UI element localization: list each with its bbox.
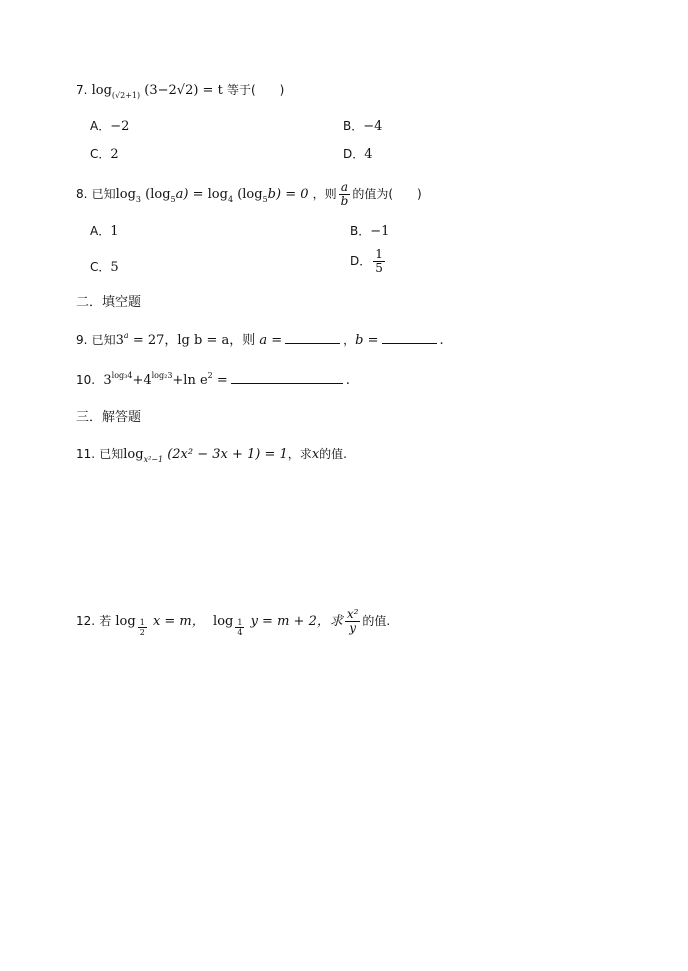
question-prefix: 若 (99, 614, 112, 628)
log-base: 4 (227, 195, 234, 204)
log-base-fraction (138, 618, 147, 637)
fraction-one-fifth (373, 248, 385, 275)
question-10 (76, 370, 350, 392)
log-word: log (115, 614, 136, 629)
separator: ， (343, 333, 356, 347)
question-number: 8. (76, 187, 88, 201)
option-value: 2 (110, 147, 119, 162)
option-d[interactable] (343, 144, 373, 165)
option-label: D． (350, 254, 372, 268)
end-period: . (439, 333, 444, 348)
question-11 (76, 444, 347, 466)
term-exponent: log₃4 (111, 371, 133, 380)
fraction-denominator: y (349, 621, 357, 635)
option-a[interactable] (90, 116, 129, 137)
option-b[interactable] (350, 221, 389, 242)
a-equals: a = (259, 333, 283, 348)
fraction-numerator: a (339, 181, 351, 195)
log-word: log (123, 447, 144, 462)
fraction-x2-over-y (345, 608, 361, 635)
equation-1: x = m， (152, 614, 205, 629)
question-tail: 的值. (319, 447, 347, 461)
inner-log-arg: b) = 0 (267, 187, 309, 202)
fraction-denominator: 2 (139, 628, 145, 637)
option-value: −2 (110, 119, 130, 134)
log-base-fraction (235, 618, 244, 637)
option-label: C． (90, 147, 111, 161)
option-value: −1 (370, 224, 390, 239)
section-heading-fill-in: 二．填空题 (76, 295, 142, 310)
option-label: A． (90, 224, 111, 238)
question-tail: 等于( ) (226, 83, 285, 97)
question-number: 11. (76, 447, 96, 461)
option-value: −4 (363, 119, 383, 134)
option-label: B． (343, 119, 364, 133)
b-equals: b = (355, 333, 379, 348)
option-value: 4 (364, 147, 373, 162)
fraction-a-over-b (339, 181, 351, 208)
log-base: x²−1 (143, 455, 164, 464)
option-a[interactable] (90, 221, 119, 242)
question-tail: 的值为( ) (352, 187, 422, 201)
answer-blank-b[interactable] (382, 331, 437, 344)
section-heading-solve: 三．解答题 (76, 410, 142, 425)
fraction-denominator: b (340, 194, 349, 208)
option-label: B． (350, 224, 371, 238)
question-8 (76, 181, 422, 208)
option-label: D． (343, 147, 365, 161)
option-label: C． (90, 260, 111, 274)
log-argument: (3−2√2) = t (144, 83, 223, 98)
given-conditions: = 27，lg b = a，则 (132, 333, 256, 348)
option-label: A． (90, 119, 111, 133)
option-c[interactable] (90, 257, 119, 278)
fraction-numerator: x² (346, 607, 359, 621)
equals-sign: = (216, 373, 228, 388)
question-number: 9. (76, 333, 88, 347)
inner-log-base: 5 (170, 195, 176, 204)
question-12 (76, 608, 390, 635)
question-connector: ，则 (312, 187, 337, 201)
term-base: +4 (132, 373, 152, 388)
fraction-numerator: 1 (237, 618, 243, 627)
log-word: log (213, 614, 234, 629)
question-prefix: 已知 (99, 447, 124, 461)
inner-log-arg: a) (175, 187, 189, 202)
term-exponent: 2 (207, 371, 213, 380)
question-7 (76, 80, 284, 102)
question-prefix: 已知 (91, 187, 116, 201)
fraction-denominator: 5 (375, 261, 383, 275)
fraction-numerator: 1 (375, 247, 383, 261)
power-base: 3 (115, 333, 124, 348)
option-value: 1 (110, 224, 119, 239)
variable-x: x (311, 447, 320, 462)
option-c[interactable] (90, 144, 119, 165)
log-base: 3 (135, 195, 142, 204)
answer-blank-a[interactable] (285, 331, 340, 344)
equals-log: = log (192, 187, 228, 202)
term-exponent: log₂3 (151, 371, 173, 380)
question-connector: ，求 (287, 447, 312, 461)
inner-log: (log (237, 187, 263, 202)
log-word: log (91, 83, 112, 98)
question-number: 10. (76, 373, 96, 387)
inner-log: (log (145, 187, 171, 202)
option-value: 5 (110, 260, 119, 275)
answer-blank[interactable] (231, 371, 343, 384)
term-base: 3 (103, 373, 112, 388)
option-b[interactable] (343, 116, 382, 137)
question-tail: 的值. (362, 614, 391, 628)
end-period: . (345, 373, 350, 388)
inner-log-base: 5 (262, 195, 268, 204)
question-number: 12. (76, 614, 96, 628)
log-argument: (2x² − 3x + 1) = 1 (167, 447, 288, 462)
term-base: +ln e (172, 373, 208, 388)
option-d[interactable] (350, 248, 387, 275)
fraction-numerator: 1 (139, 618, 145, 627)
equation-2: y = m + 2，求 (250, 614, 343, 629)
question-9 (76, 330, 444, 352)
log-word: log (115, 187, 136, 202)
question-number: 7. (76, 83, 88, 97)
log-base: (√2+1) (111, 91, 141, 100)
power-exponent: a (123, 331, 129, 340)
fraction-denominator: 4 (237, 628, 243, 637)
question-prefix: 已知 (91, 333, 116, 347)
